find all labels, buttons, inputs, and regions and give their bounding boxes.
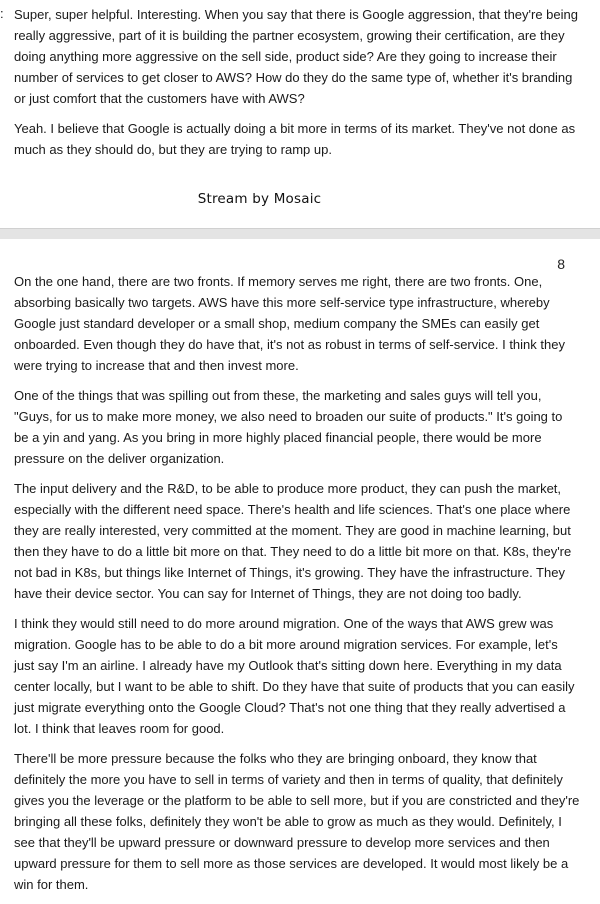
body-paragraph: On the one hand, there are two fronts. If memory serves me right, there are two fronts. One, absorbing basically two targets. AWS have this more self-service type infrastructure, whereby Google just standard developer or a small shop, medium company the SMEs can easily get onboarded. Even though they do have that, it's not as robust in terms of self-service. I think they were trying to increase that and then invest more.: [14, 274, 565, 373]
body-paragraph: The input delivery and the R&D, to be able to produce more product, they can push the market, especially with the different need space. There's health and life sciences. That's one place where they are really interested, very committed at the moment. They are good in machine learning, but then they have to do a little bit more on that. They need to do a little bit more on that. K8s, they're not bad in K8s, but things like Internet of Things, it's growing. They have the infrastructure. They have their device sector. You can say for Internet of Things, they are not doing too badly.: [14, 481, 572, 601]
bottom-page-body: [14, 271, 580, 904]
body-paragraph: One of the things that was spilling out from these, the marketing and sales guys will tell you, "Guys, for us to make more money, we also need to broaden our suite of products." It's going to be a yin and yang. As you bring in more highly placed financial people, there would be more pressure on the deliver organization.: [14, 388, 563, 466]
document-page-top: [0, 0, 600, 228]
page-number: 8: [557, 256, 565, 272]
question-paragraph: Super, super helpful. Interesting. When you say that there is Google aggression, that they're being really aggressive, part of it is building the partner ecosystem, growing their certification, are they doing anything more aggressive on the sell side, product side? Are they going to increase their number of services to get closer to AWS? How do they do the same type of, whether it's branding or just comfort that the customers have with AWS?: [14, 7, 578, 106]
body-paragraph: I think they would still need to do more around migration. One of the ways that AWS grew was migration. Google has to be able to do a bit more around migration services. For example, let's just say I'm an airline. I already have my Outlook that's sitting down here. Everything in my data center locally, but I want to be able to shift. Do they have that suite of products that you can easily just migrate everything onto the Google Cloud? That's not one thing that they really advertised a lot. I think that leaves room for good.: [14, 616, 575, 736]
body-paragraph: There'll be more pressure because the folks who they are bringing onboard, they know that definitely the more you have to sell in terms of variety and then in terms of quality, that definitely gives you the leverage or the platform to be able to sell more, but if you are constricted and they're bringing all these folks, definitely they won't be able to grow as much as they would. Definitely, I see that they'll be upward pressure or downward pressure to develop more services and then upward pressure for them to sell more as those services are developed. It would most likely be a win for them.: [14, 751, 580, 892]
answer-paragraph: Yeah. I believe that Google is actually doing a bit more in terms of its market. They've not done as much as they should do, but they are trying to ramp up.: [14, 121, 576, 157]
speaker-mark: :: [0, 6, 4, 21]
top-page-body: [14, 4, 580, 169]
stream-footer-label: Stream by Mosaic: [197, 191, 322, 207]
